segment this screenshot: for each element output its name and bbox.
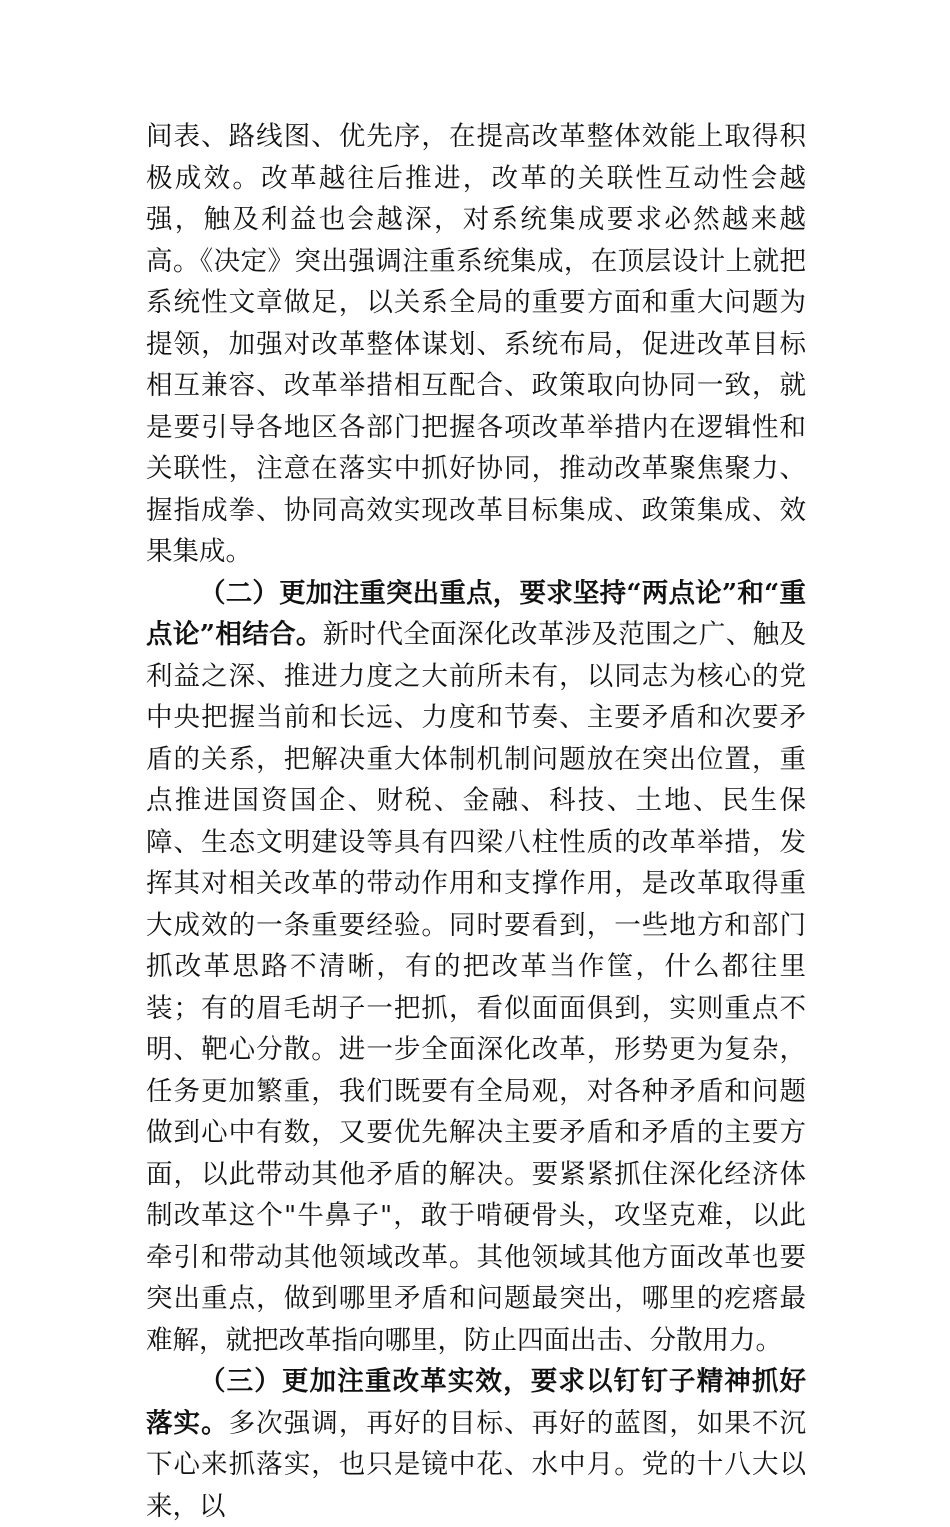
- paragraph-2-text: 新时代全面深化改革涉及范围之广、触及利益之深、推进力度之大前所未有，以同志为核心的党中央把握当前和长远、力度和节奏、主要矛盾和次要矛盾的关系，把解决重大体制机制问题放在突出位置，重点推进国资国企、财税、金融、科技、土地、民生保障、生态文明建设等具有四梁八柱性质的改革举措，发挥其对相关改革的带动作用和支撑作用，是改革取得重大成效的一条重要经验。同时要看到，一些地方和部门抓改革思路不清晰，有的把改革当作筐，什么都往里装；有的眉毛胡子一把抓，看似面面俱到，实则重点不明、靶心分散。进一步全面深化改革，形势更为复杂，任务更加繁重，我们既要有全局观，对各种矛盾和问题做到心中有数，又要优先解决主要矛盾和矛盾的主要方面，以此带动其他矛盾的解决。要紧紧抓住深化经济体制改革这个"牛鼻子"，敢于啃硬骨头，攻坚克难，以此牵引和带动其他领域改革。其他领域其他方面改革也要突出重点，做到哪里矛盾和问题最突出，哪里的疙瘩最难解，就把改革指向哪里，防止四面出击、分散用力。: [146, 619, 806, 1356]
- section-3-heading: （三）更加注重改革实效，要求以钉钉子精神抓好落实。: [146, 1366, 806, 1439]
- paragraph-1: [146, 116, 806, 573]
- paragraph-3-text: 多次强调，再好的目标、再好的蓝图，如果不沉下心来抓落实，也只是镜中花、水中月。党的十八大以来，以: [146, 1407, 807, 1522]
- paragraph-3: [146, 1361, 806, 1527]
- section-2-heading: （二）更加注重突出重点，要求坚持“两点论”和“重点论”相结合。: [146, 577, 806, 650]
- paragraph-1-text: 间表、路线图、优先序，在提高改革整体效能上取得积极成效。改革越往后推进，改革的关联性互动性会越强，触及利益也会越深，对系统集成要求必然越来越高。《决定》突出强调注重系统集成，在顶层设计上就把系统性文章做足，以关系全局的重要方面和重大问题为提领，加强对改革整体谋划、系统布局，促进改革目标相互兼容、改革举措相互配合、政策取向协同一致，就是要引导各地区各部门把握各项改革举措内在逻辑性和关联性，注意在落实中抓好协同，推动改革聚焦聚力、握指成拳、协同高效实现改革目标集成、政策集成、效果集成。: [146, 121, 806, 567]
- document-body: [146, 116, 806, 1527]
- paragraph-2: [146, 573, 806, 1362]
